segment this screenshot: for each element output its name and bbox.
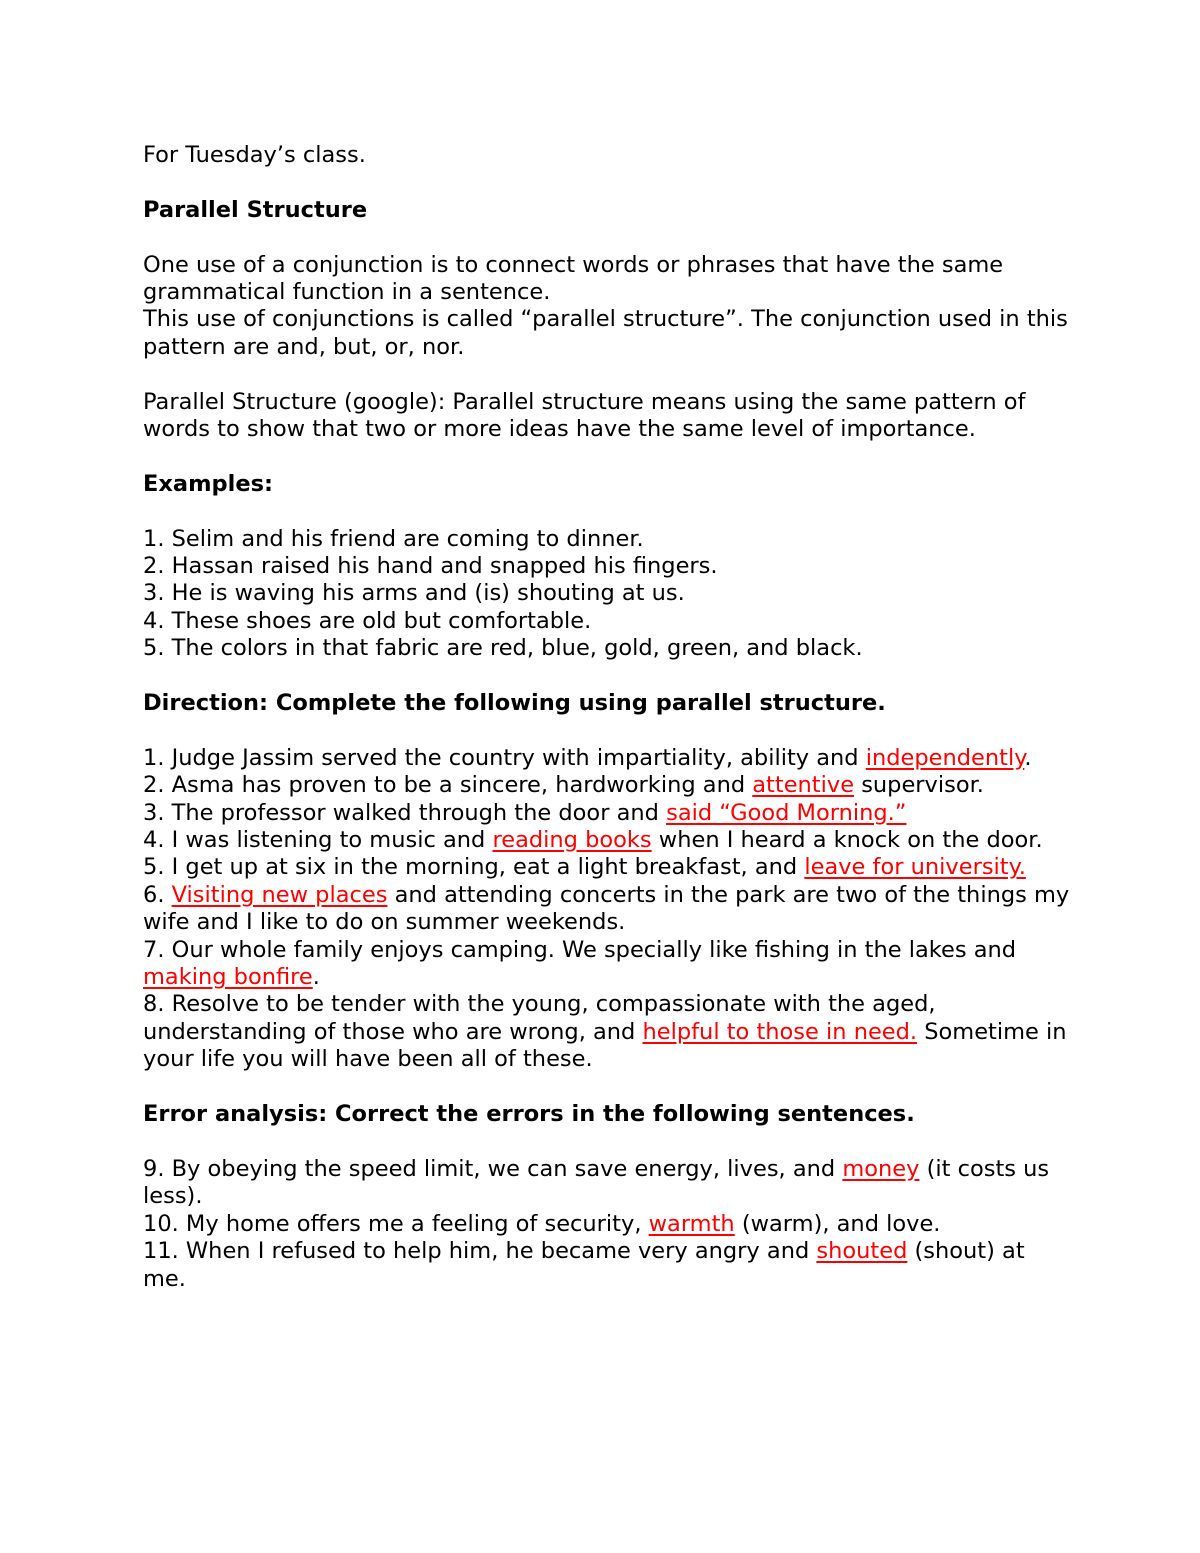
direction-list [143,745,1073,1074]
example-item: 4. These shoes are old but comfortable. [143,607,592,634]
direction-heading: Direction: Complete the following using parallel structure. [143,690,886,717]
item-text: (it costs us less). [143,1155,1050,1210]
item-text: . [1024,744,1032,771]
exercise-item [143,772,1073,799]
exercise-item [143,1238,1073,1293]
examples-list [143,526,1073,663]
answer-text: independently [865,744,1025,771]
item-text: 7. Our whole family enjoys camping. We specially like fishing in the lakes and [143,936,1017,963]
answer-text: reading books [492,827,652,854]
item-text: 11. When I refused to help him, he became very angry and [143,1238,817,1265]
exercise-item [143,854,1073,881]
answer-text: Visiting new places [171,881,388,908]
answer-text: money [842,1155,920,1182]
item-text: (shout) at me. [143,1238,1025,1292]
answer-text: warmth [648,1210,735,1237]
example-item: 5. The colors in that fabric are red, blue, gold, green, and black. [143,635,863,662]
item-text: when I heard a knock on the door. [651,827,1043,854]
answer-text: making bonfire [143,964,313,991]
definition-paragraph: Parallel Structure (google): Parallel structure means using the same pattern of words to show that two or more ideas have the same level of importance. [143,388,1026,443]
item-text: 2. Asma has proven to be a sincere, hardworking and [143,772,753,799]
answer-text: attentive [752,772,855,799]
exercise-item [143,800,1073,827]
item-text: 6. [143,881,172,908]
exercise-item [143,1156,1073,1211]
error-analysis-list [143,1156,1073,1293]
exercise-item [143,882,1073,937]
example-item: 3. He is waving his arms and (is) shouting at us. [143,580,685,607]
header-note: For Tuesday’s class. [143,142,366,168]
intro-paragraph-1: One use of a conjunction is to connect words or phrases that have the same grammatical function in a sentence. [143,251,1004,305]
example-item: 1. Selim and his friend are coming to dinner. [143,525,644,552]
page-title: Parallel Structure [143,196,368,223]
exercise-item [143,991,1073,1073]
exercise-item [143,937,1073,992]
item-text: supervisor. [854,772,984,799]
answer-text: helpful to those in need. [642,1018,918,1045]
document-page [143,142,1073,1293]
item-text: (warm), and love. [734,1210,941,1237]
exercise-item [143,1211,1073,1238]
item-text: 1. Judge Jassim served the country with impartiality, ability and [143,744,866,771]
item-text: 9. By obeying the speed limit, we can save energy, lives, and [143,1155,843,1182]
item-text: 8. Resolve to be tender with the young, compassionate with the aged, understanding of those who are wrong, and [143,991,936,1045]
example-item: 2. Hassan raised his hand and snapped his fingers. [143,553,718,580]
answer-text: leave for university. [804,854,1026,881]
item-text: 10. My home offers me a feeling of security, [143,1210,649,1237]
examples-heading: Examples: [143,470,273,497]
exercise-item [143,827,1073,854]
item-text: 4. I was listening to music and [143,827,493,854]
item-text: and attending concerts in the park are two of the things my wife and I like to do on summer weekends. [143,881,1070,936]
item-text: 3. The professor walked through the door and [143,799,667,826]
error-analysis-heading: Error analysis: Correct the errors in the following sentences. [143,1101,915,1128]
exercise-item [143,745,1073,772]
item-text: Sometime in your life you will have been all of these. [143,1018,1067,1073]
item-text: 5. I get up at six in the morning, eat a light breakfast, and [143,854,805,881]
item-text: . [312,964,320,991]
intro-paragraph-2: This use of conjunctions is called “parallel structure”. The conjunction used in this pattern are and, but, or, nor. [143,306,1068,360]
answer-text: shouted [816,1238,908,1265]
answer-text: said “Good Morning.” [666,799,907,826]
